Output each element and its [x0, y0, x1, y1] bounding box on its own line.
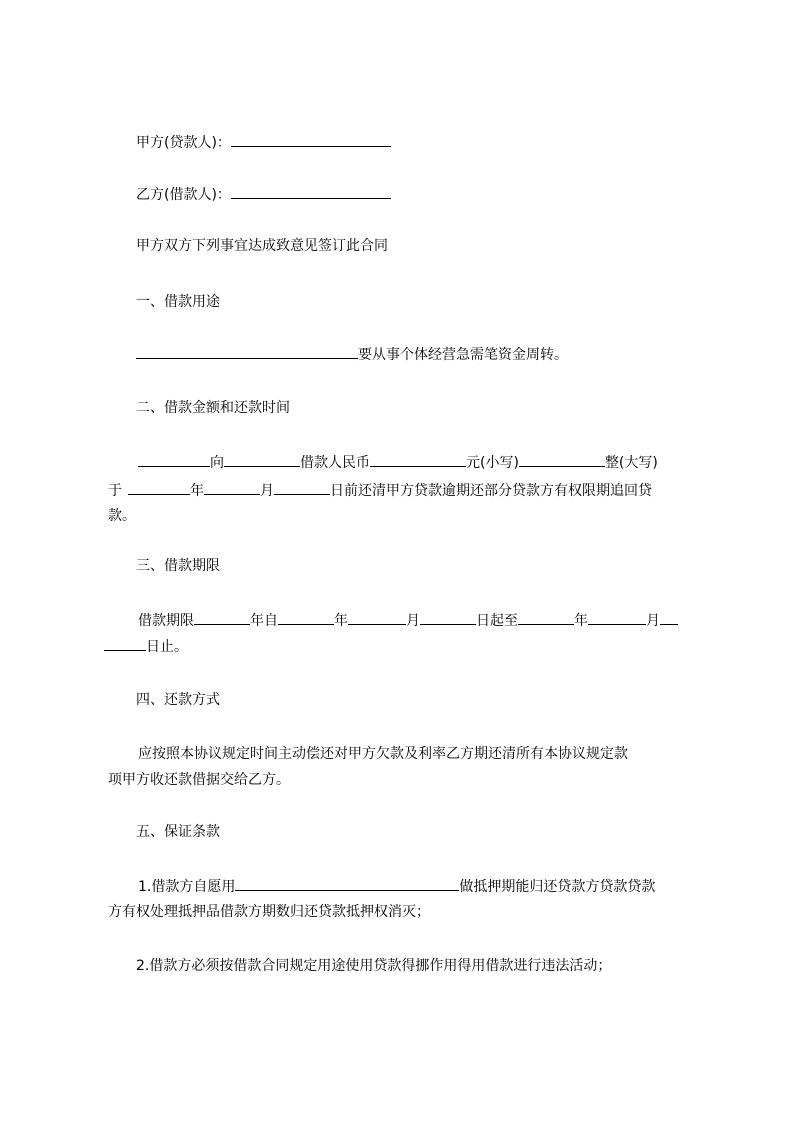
term-years-from-text: 年自 [250, 613, 278, 629]
yuan-small-text: 元(小写) [466, 455, 519, 471]
section-4-heading: 四、还款方式 [136, 692, 220, 708]
intro-text: 甲方双方下列事宜达成致意见签订此合同 [136, 238, 388, 254]
party-b-line [136, 184, 731, 205]
start-year-blank[interactable] [278, 610, 334, 625]
repay-day-blank[interactable] [274, 480, 330, 495]
start-year-text: 年 [334, 613, 348, 629]
section-5-heading: 五、保证条款 [136, 824, 220, 840]
term-line-2 [104, 636, 699, 657]
from-until-text: 日起至 [476, 613, 518, 629]
borrower-blank[interactable] [224, 452, 300, 467]
section-3-heading: 三、借款期限 [136, 558, 220, 574]
repay-month-text: 月 [260, 483, 274, 499]
end-month-blank[interactable] [588, 610, 646, 625]
repayment-line-2: 项甲方收还款借据交给乙方。 [108, 772, 290, 788]
yu-text: 于 [108, 483, 122, 499]
lender-blank[interactable] [138, 452, 210, 467]
clause-2: 2.借款方必须按借款合同规定用途使用贷款得挪作用得用借款进行违法活动； [136, 958, 612, 974]
repayment-line-1: 应按照本协议规定时间主动偿还对甲方欠款及利率乙方期还清所有本协议规定款 [138, 746, 628, 762]
to-text: 向 [210, 455, 224, 471]
end-day-blank-part2[interactable] [104, 636, 146, 651]
end-month-text: 月 [646, 613, 660, 629]
clause-1-line-2: 方有权处理抵押品借款方期数归还贷款抵押权消灭； [108, 904, 430, 920]
party-b-label: 乙方(借款人)： [136, 187, 231, 203]
zheng-capital-text: 整(大写) [604, 455, 658, 471]
start-day-blank[interactable] [420, 610, 476, 625]
repay-year-blank[interactable] [128, 480, 190, 495]
party-a-label: 甲方(贷款人)： [136, 135, 231, 151]
party-a-line [136, 132, 731, 153]
term-line-1 [138, 610, 733, 631]
purpose-text: 要从事个体经营急需笔资金周转。 [358, 347, 568, 363]
amount-capital-blank[interactable] [519, 452, 605, 467]
rmb-text: 借款人民币 [300, 455, 370, 471]
repay-year-text: 年 [190, 483, 204, 499]
start-month-text: 月 [406, 613, 420, 629]
clause-1-line-1 [138, 876, 733, 897]
start-month-blank[interactable] [348, 610, 406, 625]
amount-line-1 [138, 452, 733, 473]
end-text: 日止。 [146, 639, 188, 655]
section-1-heading: 一、借款用途 [136, 294, 220, 310]
end-day-blank-part1[interactable] [660, 610, 678, 625]
section-2-heading: 二、借款金额和还款时间 [136, 400, 290, 416]
repay-month-blank[interactable] [204, 480, 260, 495]
term-years-blank[interactable] [194, 610, 250, 625]
purpose-blank[interactable] [136, 344, 358, 359]
clause-1-end: 做抵押期能归还贷款方贷款贷款 [459, 879, 656, 895]
amount-line-2 [108, 480, 703, 501]
clause-1-start: 1.借款方自愿用 [138, 879, 236, 895]
party-b-blank[interactable] [231, 184, 391, 199]
party-a-blank[interactable] [231, 132, 391, 147]
end-year-text: 年 [574, 613, 588, 629]
amount-line-3: 款。 [108, 508, 136, 524]
amount-small-blank[interactable] [370, 452, 466, 467]
collateral-blank[interactable] [235, 876, 459, 891]
section-1-purpose-line [136, 344, 731, 365]
end-year-blank[interactable] [518, 610, 574, 625]
repay-tail-text: 日前还清甲方贷款逾期还部分贷款方有权限期追回贷 [330, 483, 652, 499]
term-text: 借款期限 [138, 613, 194, 629]
